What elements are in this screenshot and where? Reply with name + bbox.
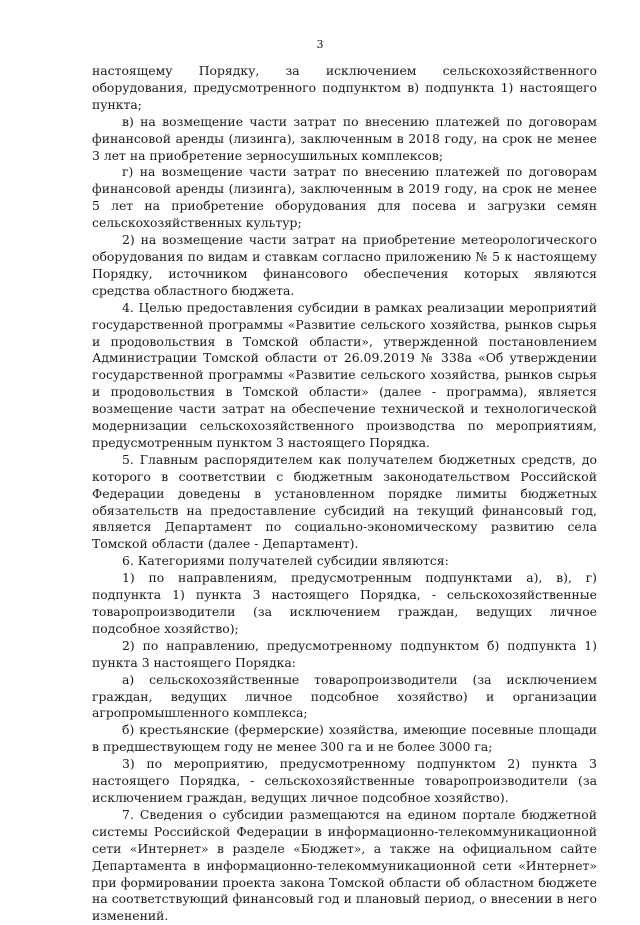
paragraph-point-6-item-3: 3) по мероприятию, предусмотренному подпунктом 2) пункта 3 настоящего Порядка, - сельскохозяйственные товаропроизводители (за исключением граждан, ведущих личное подсобное хозяйство).: [92, 756, 597, 805]
paragraph-point-6-item-1: 1) по направлениям, предусмотренным подпунктами а), в), г) подпункта 1) пункта 3 настоящего Порядка, - сельскохозяйственные товаропроизводители (за исключением граждан, ведущих личное подсобное хозяйство);: [92, 570, 597, 636]
document-body: [92, 63, 597, 925]
paragraph-point-7: 7. Сведения о субсидии размещаются на едином портале бюджетной системы Российской Федерации в информационно-телекоммуникационной сети «Интернет» в разделе «Бюджет», а также на официальном сайте Департамента в информационно-телекоммуникационной сети «Интернет» при формировании проекта закона Томской области об областном бюджете на соответствующий финансовый год и плановый период, о внесении в него изменений.: [92, 806, 597, 924]
paragraph-continuation: настоящему Порядку, за исключением сельскохозяйственного оборудования, предусмотренного подпунктом в) подпункта 1) настоящего пункта;: [92, 63, 597, 112]
page-number: 3: [316, 38, 324, 51]
paragraph-item-g: г) на возмещение части затрат по внесению платежей по договорам финансовой аренды (лизинга), заключенным в 2019 году, на срок не менее 5 лет на приобретение оборудования для посева и загрузки семян сельскохозяйственных культур;: [92, 164, 597, 231]
paragraph-point-6-item-2: 2) по направлению, предусмотренному подпунктом б) подпункта 1) пункта 3 настоящего Порядка:: [92, 637, 597, 670]
paragraph-point-5: 5. Главным распорядителем как получателем бюджетных средств, до которого в соответствии с бюджетным законодательством Российской Федерации доведены в установленном порядке лимиты бюджетных обязательств на предоставление субсидий на текущий финансовый год, является Департамент по социально-экономическому развитию села Томской области (далее - Департамент).: [92, 451, 597, 552]
paragraph-point-6: 6. Категориями получателей субсидии являются:: [122, 553, 449, 569]
paragraph-point-6-item-2b: б) крестьянские (фермерские) хозяйства, имеющие посевные площади в предшествующем году не менее 300 га и не более 3000 га;: [92, 722, 597, 755]
paragraph-item-2: 2) на возмещение части затрат на приобретение метеорологического оборудования по видам и ставкам согласно приложению № 5 к настоящему Порядку, источником финансового обеспечения которых являются средства областного бюджета.: [92, 232, 597, 298]
paragraph-point-4: 4. Целью предоставления субсидии в рамках реализации мероприятий государственной программы «Развитие сельского хозяйства, рынков сырья и продовольствия в Томской области», утвержденной постановлением Администрации Томской области от 26.09.2019 № 338а «Об утверждении государственной программы «Развитие сельского хозяйства, рынков сырья и продовольствия в Томской области» (далее - программа), является возмещение части затрат на обеспечение технической и технологической модернизации сельскохозяйственного производства по мероприятиям, предусмотренным пунктом 3 настоящего Порядка.: [92, 299, 597, 450]
paragraph-point-6-item-2a: а) сельскохозяйственные товаропроизводители (за исключением граждан, ведущих личное подсобное хозяйство) и организации агропромышленного комплекса;: [92, 671, 597, 721]
paragraph-item-v: в) на возмещение части затрат по внесению платежей по договорам финансовой аренды (лизинга), заключенным в 2018 году, на срок не менее 3 лет на приобретение зерносушильных комплексов;: [92, 113, 597, 163]
